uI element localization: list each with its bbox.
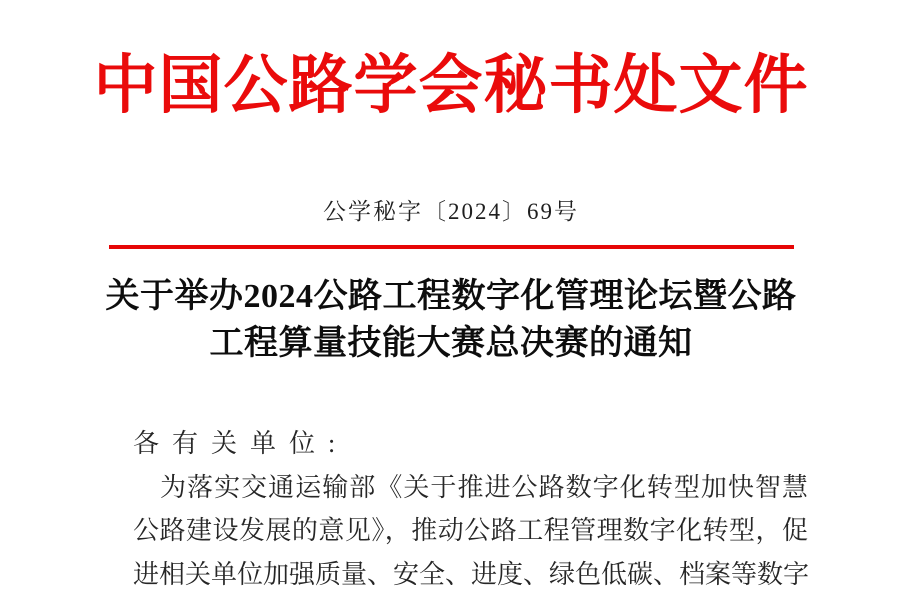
body-paragraph-line: 公路建设发展的意见》，推动公路工程管理数字化转型，促 [133, 516, 808, 545]
salutation-line: 各有关单位: [133, 429, 349, 458]
body-paragraph-line: 进相关单位加强质量、安全、进度、绿色低碳、档案等数字 [133, 559, 810, 589]
notice-title-line-1: 关于举办2024公路工程数字化管理论坛暨公路 [105, 278, 797, 315]
document-reference-number: 公学秘字〔2024〕69号 [323, 199, 579, 224]
body-paragraph-line: 为落实交通运输部《关于推进公路数字化转型加快智慧 [160, 472, 808, 502]
masthead-title: 中国公路学会秘书处文件 [93, 50, 809, 121]
notice-body [133, 422, 808, 596]
red-divider-rule [109, 245, 794, 249]
notice-title-line-2: 工程算量技能大赛总决赛的通知 [209, 325, 693, 362]
notice-title [0, 273, 902, 367]
